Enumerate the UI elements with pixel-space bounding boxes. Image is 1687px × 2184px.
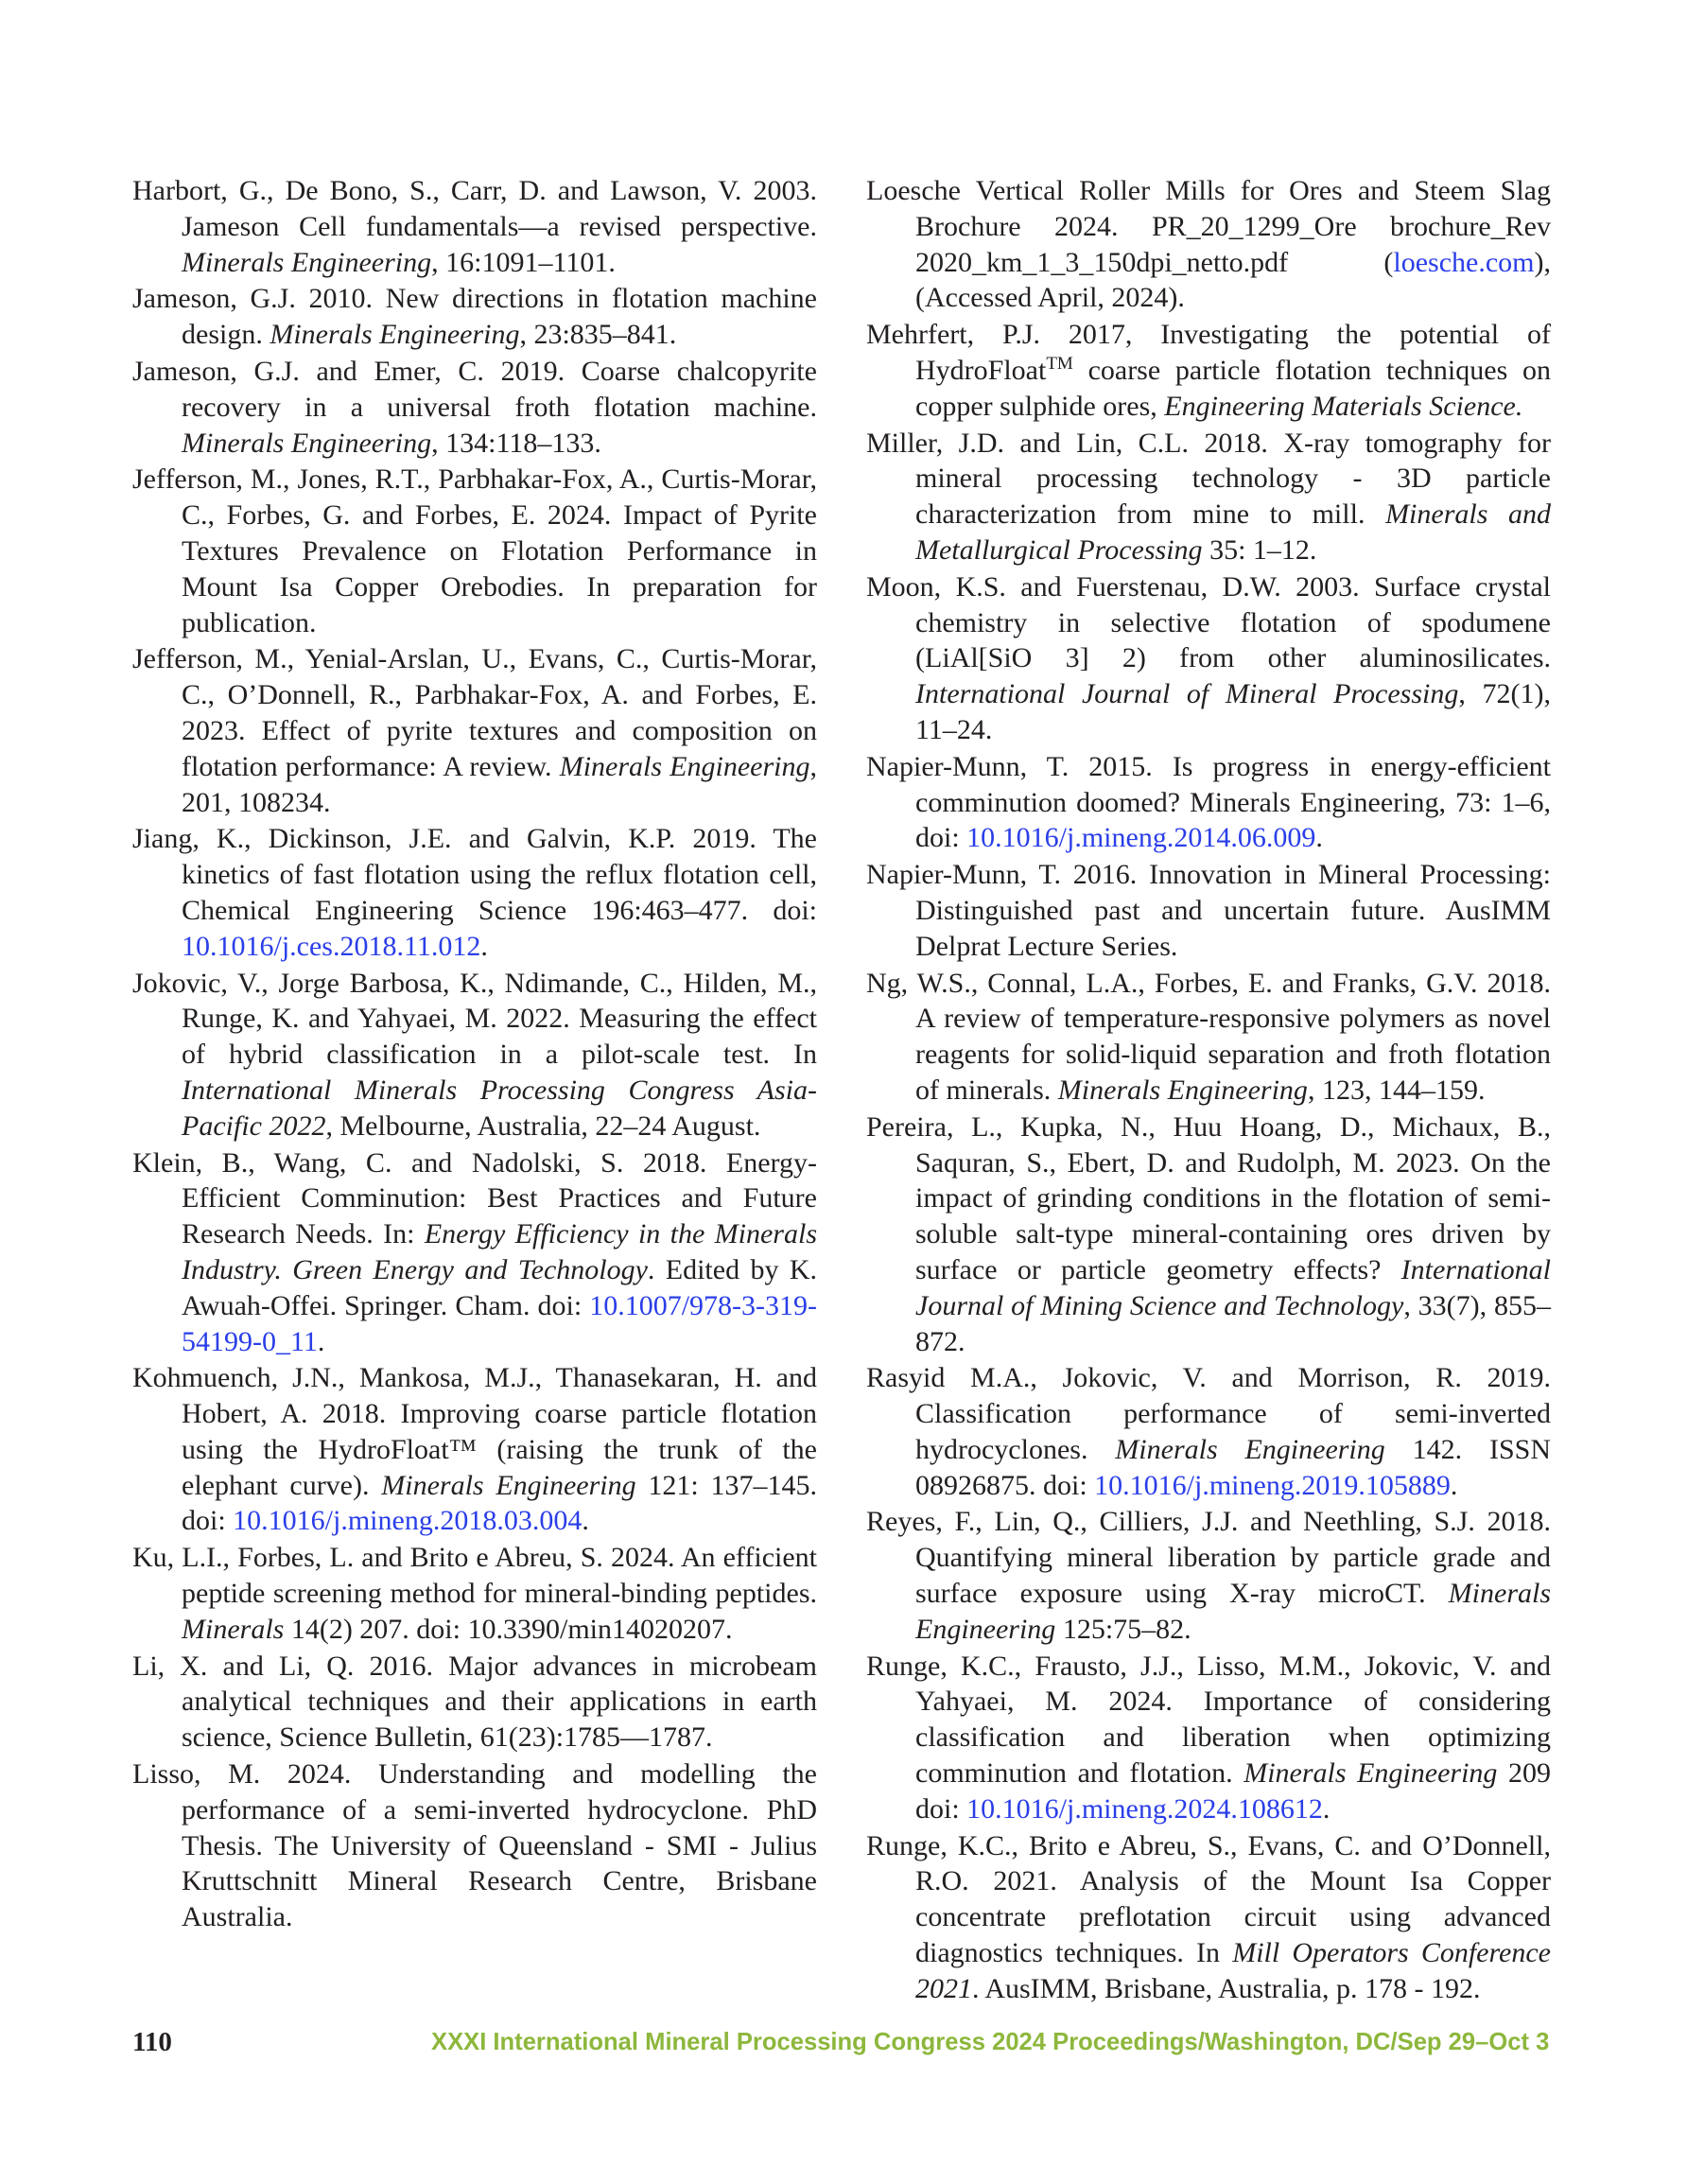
reference-entry: Klein, B., Wang, C. and Nadolski, S. 2018. Energy-Efficient Comminution: Best Practices and Future Research Needs. In: Energy Efficiency in the Minerals Industry. Green Energy and Technology. Edited by K. Awuah-Offei. Springer. Cham. doi: 10.1007/978-3-319-54199-0_11. xyxy=(132,1146,817,1357)
page-number: 110 xyxy=(132,2027,172,2057)
reference-entry: Harbort, G., De Bono, S., Carr, D. and Lawson, V. 2003. Jameson Cell fundamentals—a revised perspective. Minerals Engineering, 16:1091–1101. xyxy=(132,175,817,278)
reference-entry: Jiang, K., Dickinson, J.E. and Galvin, K.P. 2019. The kinetics of fast flotation using the reflux flotation cell, Chemical Engineering Science 196:463–477. doi: 10.1016/j.ces.2018.11.012. xyxy=(132,823,817,962)
reference-entry: Napier-Munn, T. 2015. Is progress in energy-efficient comminution doomed? Minerals Engineering, 73: 1–6, doi: 10.1016/j.mineng.2014.06.009. xyxy=(866,750,1551,854)
reference-entry: Napier-Munn, T. 2016. Innovation in Mineral Processing: Distinguished past and uncertain future. AusIMM Delprat Lecture Series. xyxy=(866,859,1551,962)
reference-entry: Li, X. and Li, Q. 2016. Major advances in microbeam analytical techniques and their applications in earth science, Science Bulletin, 61(23):1785—1787. xyxy=(132,1650,817,1754)
web-link[interactable]: loesche.com xyxy=(1393,246,1535,278)
doi-link[interactable]: 10.1016/j.mineng.2024.108612 xyxy=(966,1792,1323,1825)
reference-entry: Jameson, G.J. and Emer, C. 2019. Coarse chalcopyrite recovery in a universal froth flotation machine. Minerals Engineering, 134:118–133. xyxy=(132,355,817,459)
reference-entry: Loesche Vertical Roller Mills for Ores and Steem Slag Brochure 2024. PR_20_1299_Ore brochure_Rev 2020_km_1_3_150dpi_netto.pdf (loesche.com), (Accessed April, 2024). xyxy=(866,175,1551,314)
reference-entry: Moon, K.S. and Fuerstenau, D.W. 2003. Surface crystal chemistry in selective flotation of spodumene (LiAl[SiO 3] 2) from other aluminosilicates. International Journal of Mineral Processing, 72(1), 11–24. xyxy=(866,570,1551,745)
reference-entry: Jameson, G.J. 2010. New directions in flotation machine design. Minerals Engineering, 23:835–841. xyxy=(132,283,817,351)
page-footer xyxy=(132,2027,1551,2065)
reference-entry: Ng, W.S., Connal, L.A., Forbes, E. and Franks, G.V. 2018. A review of temperature-responsive polymers as novel reagents for solid-liquid separation and froth flotation of minerals. Minerals Engineering, 123, 144–159. xyxy=(866,967,1551,1106)
reference-entry: Miller, J.D. and Lin, C.L. 2018. X-ray tomography for mineral processing technology - 3D particle characterization from mine to mill. Minerals and Metallurgical Processing 35: 1–12. xyxy=(866,427,1551,566)
doi-link[interactable]: 10.1016/j.mineng.2019.105889 xyxy=(1094,1469,1451,1501)
doi-link[interactable]: 10.1016/j.mineng.2018.03.004 xyxy=(233,1505,583,1537)
reference-entry: Pereira, L., Kupka, N., Huu Hoang, D., Michaux, B., Saquran, S., Ebert, D. and Rudolph, M. 2023. On the impact of grinding conditions in the flotation of semi-soluble salt-type mineral-containing ores driven by surface or particle geometry effects? International Journal of Mining Science and Technology, 33(7), 855–872. xyxy=(866,1110,1551,1357)
reference-entry: Jefferson, M., Yenial-Arslan, U., Evans, C., Curtis-Morar, C., O’Donnell, R., Parbhakar-Fox, A. and Forbes, E. 2023. Effect of pyrite textures and composition on flotation performance: A review. Minerals Engineering, 201, 108234. xyxy=(132,643,817,818)
references-right-column xyxy=(866,173,1551,2008)
reference-entry: Mehrfert, P.J. 2017, Investigating the potential of HydroFloat™ coarse particle flotation techniques on copper sulphide ores, Engineering Materials Science. xyxy=(866,319,1551,422)
reference-entry: Ku, L.I., Forbes, L. and Brito e Abreu, S. 2024. An efficient peptide screening method for mineral-binding peptides. Minerals 14(2) 207. doi: 10.3390/min14020207. xyxy=(132,1542,817,1645)
reference-entry: Kohmuench, J.N., Mankosa, M.J., Thanasekaran, H. and Hobert, A. 2018. Improving coarse particle flotation using the HydroFloat™ (raising the trunk of the elephant curve). Minerals Engineering 121: 137–145. doi: 10.1016/j.mineng.2018.03.004. xyxy=(132,1362,817,1537)
doi-link[interactable]: 10.1016/j.mineng.2014.06.009 xyxy=(966,822,1316,854)
reference-entry: Rasyid M.A., Jokovic, V. and Morrison, R. 2019. Classification performance of semi-inverted hydrocyclones. Minerals Engineering 142. ISSN 08926875. doi: 10.1016/j.mineng.2019.105889. xyxy=(866,1362,1551,1501)
doi-link[interactable]: 10.1016/j.ces.2018.11.012 xyxy=(182,930,481,962)
doi-link[interactable]: 10.1007/978-3-319-54199-0_11 xyxy=(182,1289,817,1357)
reference-entry: Lisso, M. 2024. Understanding and modelling the performance of a semi-inverted hydrocyclone. PhD Thesis. The University of Queensland - SMI - Julius Kruttschnitt Mineral Research Centre, Brisbane Australia. xyxy=(132,1758,817,1933)
reference-entry: Jefferson, M., Jones, R.T., Parbhakar-Fox, A., Curtis-Morar, C., Forbes, G. and Forbes, E. 2024. Impact of Pyrite Textures Prevalence on Flotation Performance in Mount Isa Copper Orebodies. In preparation for publication. xyxy=(132,463,817,638)
reference-entry: Reyes, F., Lin, Q., Cilliers, J.J. and Neethling, S.J. 2018. Quantifying mineral liberation by particle grade and surface exposure using X-ray microCT. Minerals Engineering 125:75–82. xyxy=(866,1506,1551,1645)
reference-entry: Runge, K.C., Frausto, J.J., Lisso, M.M., Jokovic, V. and Yahyaei, M. 2024. Importance of considering classification and liberation when optimizing comminution and flotation. Minerals Engineering 209 doi: 10.1016/j.mineng.2024.108612. xyxy=(866,1650,1552,1825)
references-left-column xyxy=(132,173,817,1936)
reference-entry: Runge, K.C., Brito e Abreu, S., Evans, C. and O’Donnell, R.O. 2021. Analysis of the Mount Isa Copper concentrate preflotation circuit using advanced diagnostics techniques. In Mill Operators Conference 2021. AusIMM, Brisbane, Australia, p. 178 - 192. xyxy=(866,1829,1551,2004)
reference-entry: Jokovic, V., Jorge Barbosa, K., Ndimande, C., Hilden, M., Runge, K. and Yahyaei, M. 2022. Measuring the effect of hybrid classification in a pilot-scale test. In International Minerals Processing Congress Asia-Pacific 2022, Melbourne, Australia, 22–24 August. xyxy=(132,967,817,1142)
running-footer-title: XXXI International Mineral Processing Congress 2024 Proceedings/Washington, DC/Sep 29–Oct 3 xyxy=(431,2029,1550,2055)
